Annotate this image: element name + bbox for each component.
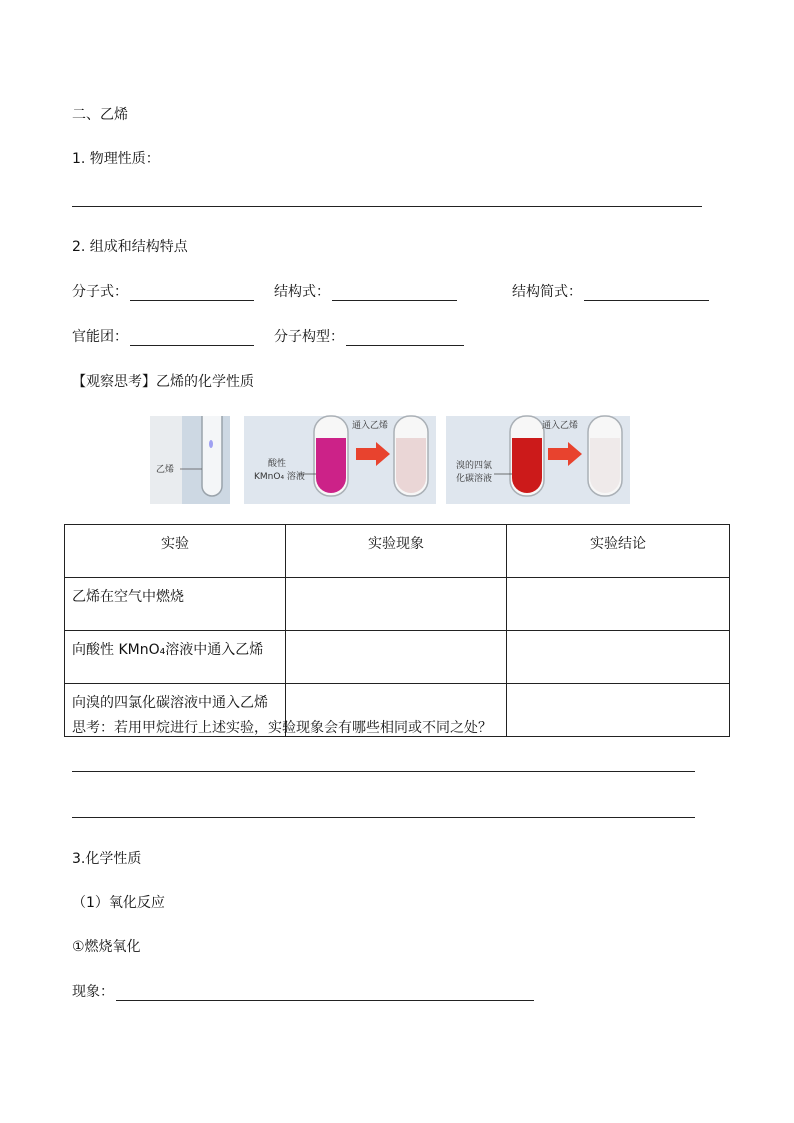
kmno4-panel bbox=[244, 416, 436, 504]
functional-group-blank[interactable] bbox=[130, 330, 254, 346]
functional-group-label: 官能团： bbox=[72, 329, 128, 345]
kmno4-solution bbox=[316, 438, 346, 493]
molecular-shape-label: 分子构型： bbox=[274, 329, 344, 345]
phenomenon-field bbox=[72, 981, 534, 1001]
table-cell-conclusion[interactable] bbox=[507, 631, 730, 684]
table-cell-experiment: 向酸性 KMnO₄溶液中通入乙烯 bbox=[65, 631, 286, 684]
experiment-table bbox=[64, 524, 730, 737]
table-cell-phenomenon[interactable] bbox=[286, 578, 507, 631]
table-cell-conclusion[interactable] bbox=[507, 578, 730, 631]
oxidation-label: （1）氧化反应 bbox=[72, 895, 165, 911]
label-ethylene: 乙烯 bbox=[156, 465, 175, 475]
think-question: 思考：若用甲烷进行上述实验，实验现象会有哪些相同或不同之处？ bbox=[72, 720, 492, 736]
arrow-label-1: 通入乙烯 bbox=[352, 421, 389, 431]
molecular-formula-blank[interactable] bbox=[130, 285, 254, 301]
table-cell-experiment: 乙烯在空气中燃烧 bbox=[65, 578, 286, 631]
simplified-formula-label: 结构简式： bbox=[512, 284, 582, 300]
answer-line[interactable] bbox=[72, 206, 702, 207]
label-bromine-2: 化碳溶液 bbox=[456, 474, 493, 484]
structural-formula-label: 结构式： bbox=[274, 284, 330, 300]
molecular-shape-blank[interactable] bbox=[346, 330, 464, 346]
physical-properties-label: 1. 物理性质： bbox=[72, 151, 160, 167]
combustion-label: ①燃烧氧化 bbox=[72, 939, 141, 955]
bromine-panel bbox=[446, 416, 630, 504]
structural-formula-field bbox=[274, 281, 457, 301]
phenomenon-label: 现象： bbox=[72, 984, 114, 1000]
molecular-shape-field bbox=[274, 326, 464, 346]
label-kmno4-1: 酸性 bbox=[268, 459, 287, 469]
label-kmno4-2: KMnO₄ 溶液 bbox=[254, 472, 305, 482]
answer-line[interactable] bbox=[72, 771, 695, 772]
simplified-formula-field bbox=[512, 281, 709, 301]
decolored-solution bbox=[590, 438, 620, 493]
decolored-solution bbox=[396, 438, 426, 493]
table-cell-conclusion[interactable] bbox=[507, 684, 730, 737]
table-header: 实验现象 bbox=[286, 525, 507, 578]
simplified-formula-blank[interactable] bbox=[584, 285, 709, 301]
molecular-formula-field bbox=[72, 281, 254, 301]
table-header-row bbox=[65, 525, 730, 578]
table-header: 实验结论 bbox=[507, 525, 730, 578]
composition-label: 2. 组成和结构特点 bbox=[72, 239, 188, 255]
functional-group-field bbox=[72, 326, 254, 346]
table-row bbox=[65, 631, 730, 684]
experiment-figure bbox=[150, 414, 630, 506]
phenomenon-blank[interactable] bbox=[116, 985, 534, 1001]
section-title: 二、乙烯 bbox=[72, 107, 128, 123]
answer-line[interactable] bbox=[72, 817, 695, 818]
structural-formula-blank[interactable] bbox=[332, 285, 457, 301]
arrow-label-2: 通入乙烯 bbox=[542, 421, 579, 431]
table-header: 实验 bbox=[65, 525, 286, 578]
ethylene-burning-panel bbox=[150, 416, 230, 504]
table-cell-experiment: 向溴的四氯化碳溶液中通入乙烯 bbox=[65, 684, 286, 737]
chemical-properties-label: 3.化学性质 bbox=[72, 851, 142, 867]
label-bromine-1: 溴的四氯 bbox=[456, 461, 493, 471]
table-cell-phenomenon[interactable] bbox=[286, 631, 507, 684]
molecular-formula-label: 分子式： bbox=[72, 284, 128, 300]
observe-title: 【观察思考】乙烯的化学性质 bbox=[72, 374, 254, 390]
flame-icon bbox=[209, 440, 213, 448]
table-row bbox=[65, 578, 730, 631]
bromine-solution bbox=[512, 438, 542, 493]
